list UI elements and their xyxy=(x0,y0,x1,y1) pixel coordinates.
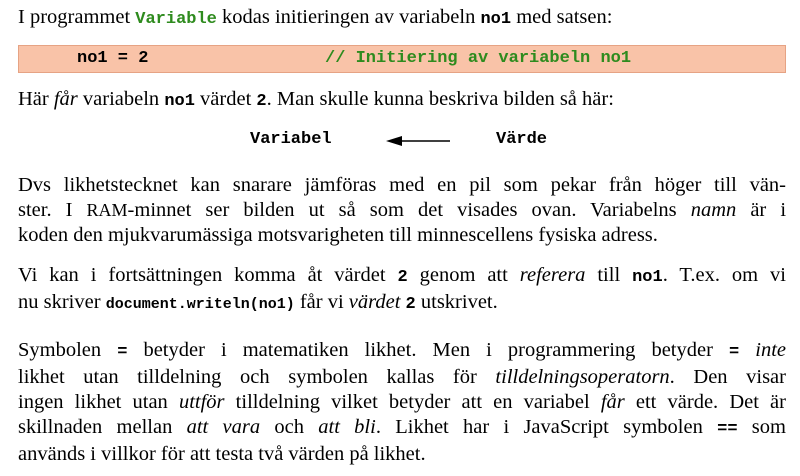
value: 2 xyxy=(256,92,267,111)
emphasis: värdet xyxy=(348,291,401,313)
text: . Man skulle kunna beskriva bilden så här: xyxy=(266,88,614,110)
intro-paragraph xyxy=(18,5,786,32)
left-arrow-icon xyxy=(386,133,452,149)
explanation-paragraph xyxy=(18,87,786,114)
value-label: Värde xyxy=(496,130,548,149)
program-name: Variable xyxy=(135,10,217,29)
variable-name: no1 xyxy=(480,10,512,29)
paragraph-line xyxy=(18,198,786,223)
emphasis: inte xyxy=(755,339,787,361)
symbol-paragraph xyxy=(18,338,786,467)
likhet-paragraph xyxy=(18,173,786,248)
assignment-diagram xyxy=(0,127,800,153)
text: till xyxy=(585,264,633,286)
variable-label: Variabel xyxy=(250,130,332,149)
value: 2 xyxy=(397,268,408,287)
text: variabeln xyxy=(77,88,165,110)
intro-line xyxy=(18,5,786,32)
reference-paragraph xyxy=(18,263,786,317)
text: Här xyxy=(18,88,54,110)
assignment-symbol: = xyxy=(117,343,128,362)
text: värdet xyxy=(194,88,257,110)
text: ingen likhet utan xyxy=(18,391,179,413)
emphasis: att bli xyxy=(318,416,376,438)
explanation-line xyxy=(18,87,786,114)
paragraph-line: används i villkor för att testa två värden på likhet. xyxy=(18,443,426,465)
paragraph-line xyxy=(18,415,786,442)
paragraph-line xyxy=(18,263,786,290)
emphasis: uttför xyxy=(178,391,225,413)
text xyxy=(739,339,755,361)
code-statement: no1 = 2 xyxy=(77,49,149,68)
variable-name: no1 xyxy=(632,268,663,287)
code-snippet xyxy=(18,45,786,73)
emphasis: referera xyxy=(519,264,586,286)
code-inline: document.writeln(no1) xyxy=(105,296,295,313)
text: I programmet xyxy=(18,6,136,28)
emphasis: att vara xyxy=(186,416,261,438)
emphasis: namn xyxy=(690,199,737,221)
text: ster. I xyxy=(18,199,87,221)
text: likhet utan tilldelning och symbolen kallas för xyxy=(18,366,496,388)
paragraph-line xyxy=(18,290,786,317)
text: som xyxy=(737,416,786,438)
text: utskrivet. xyxy=(415,291,498,313)
text: Symbolen xyxy=(18,339,118,361)
text: får vi xyxy=(294,291,349,313)
text: Vi kan i fortsättningen komma åt värdet xyxy=(18,264,398,286)
paragraph-line xyxy=(18,338,786,365)
text: genom att xyxy=(407,264,520,286)
ram-text: RAM xyxy=(86,200,128,220)
value: 2 xyxy=(405,295,416,314)
text: . Den visar xyxy=(669,366,786,388)
text: kodas initieringen av variabeln xyxy=(216,6,481,28)
text: betyder i matematiken likhet. Men i programmering betyder xyxy=(127,339,729,361)
code-comment: // Initiering av variabeln no1 xyxy=(325,49,632,68)
paragraph-line: Dvs likhetstecknet kan snarare jämföras med en pil som pekar från höger till vän- xyxy=(18,174,786,196)
emphasis: tilldelningsoperatorn xyxy=(495,366,670,388)
text: . T.ex. om vi xyxy=(662,264,786,286)
text: nu skriver xyxy=(18,291,106,313)
text: och xyxy=(260,416,319,438)
text: -minnet ser bilden ut så som det visades ovan. Variabelns xyxy=(127,199,691,221)
assignment-symbol: = xyxy=(729,343,740,362)
text: är i xyxy=(736,199,787,221)
variable-name: no1 xyxy=(164,92,195,111)
paragraph-line xyxy=(18,365,786,390)
equality-symbol: == xyxy=(717,420,738,439)
text: tilldelning vilket betyder att en variabel xyxy=(224,391,601,413)
emphasis: får xyxy=(53,88,78,110)
text: skillnaden mellan xyxy=(18,416,187,438)
paragraph-line: koden den mjukvarumässiga motsvarigheten till minnescellens fysiska adress. xyxy=(18,224,658,246)
text: . Likhet har i JavaScript symbolen xyxy=(375,416,718,438)
emphasis: får xyxy=(600,391,625,413)
text: med satsen: xyxy=(511,6,613,28)
paragraph-line xyxy=(18,390,786,415)
text: ett värde. Det är xyxy=(624,391,786,413)
